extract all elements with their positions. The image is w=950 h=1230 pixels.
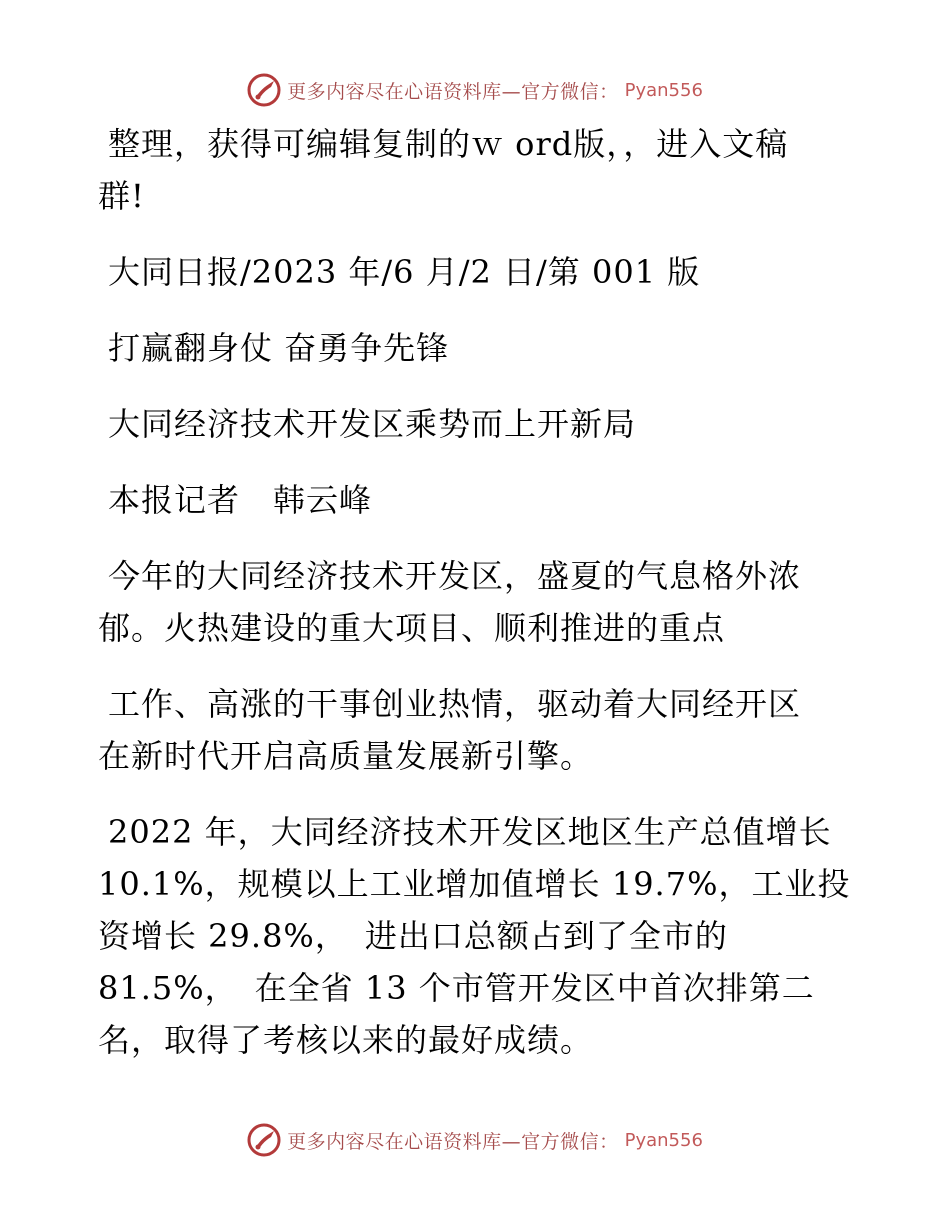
text-line: 大同经济技术开发区乘势而上开新局 <box>108 405 637 443</box>
watermark-wechat-id: Pyan556 <box>624 79 703 101</box>
paragraph-body <box>98 678 858 782</box>
header-watermark <box>0 70 950 110</box>
text-line: 名，取得了考核以来的最好成绩。 <box>98 1021 594 1059</box>
document-body <box>98 118 858 1090</box>
text-line: 整理，获得可编辑复制的ｗ ord版，，进入文稿 <box>108 125 789 163</box>
watermark-wechat-id: Pyan556 <box>624 1129 703 1151</box>
paragraph-headline <box>98 322 858 374</box>
text-line: 本报记者 韩云峰 <box>108 481 373 519</box>
text-line: 2022 年，大同经济技术开发区地区生产总值增长 <box>108 813 832 851</box>
text-line: 郁。火热建设的重大项目、顺利推进的重点 <box>98 609 726 647</box>
brush-logo-icon <box>247 1123 281 1157</box>
text-line: 在新时代开启高质量发展新引擎。 <box>98 737 594 775</box>
text-line: 大同日报/2023 年/6 月/2 日/第 001 版 <box>108 253 701 291</box>
watermark-text: 更多内容尽在心语资料库—官方微信： <box>287 80 619 103</box>
paragraph-body <box>98 806 858 1066</box>
text-line: 打赢翻身仗 奋勇争先锋 <box>108 329 450 367</box>
text-line: 今年的大同经济技术开发区，盛夏的气息格外浓 <box>108 557 802 595</box>
text-line: 资增长 29.8%， 进出口总额占到了全市的 <box>98 917 728 955</box>
brush-logo-icon <box>247 73 281 107</box>
paragraph-intro <box>98 118 858 222</box>
text-line: 工作、高涨的干事创业热情，驱动着大同经开区 <box>108 685 802 723</box>
footer-watermark <box>0 1120 950 1160</box>
paragraph-byline <box>98 474 858 526</box>
paragraph-subheadline <box>98 398 858 450</box>
paragraph-source <box>98 246 858 298</box>
text-line: 81.5%， 在全省 13 个市管开发区中首次排第二 <box>98 969 815 1007</box>
watermark-text: 更多内容尽在心语资料库—官方微信： <box>287 1130 619 1153</box>
paragraph-body <box>98 550 858 654</box>
text-line: 群! <box>98 177 145 215</box>
text-line: 10.1%，规模以上工业增加值增长 19.7%，工业投 <box>98 865 851 903</box>
